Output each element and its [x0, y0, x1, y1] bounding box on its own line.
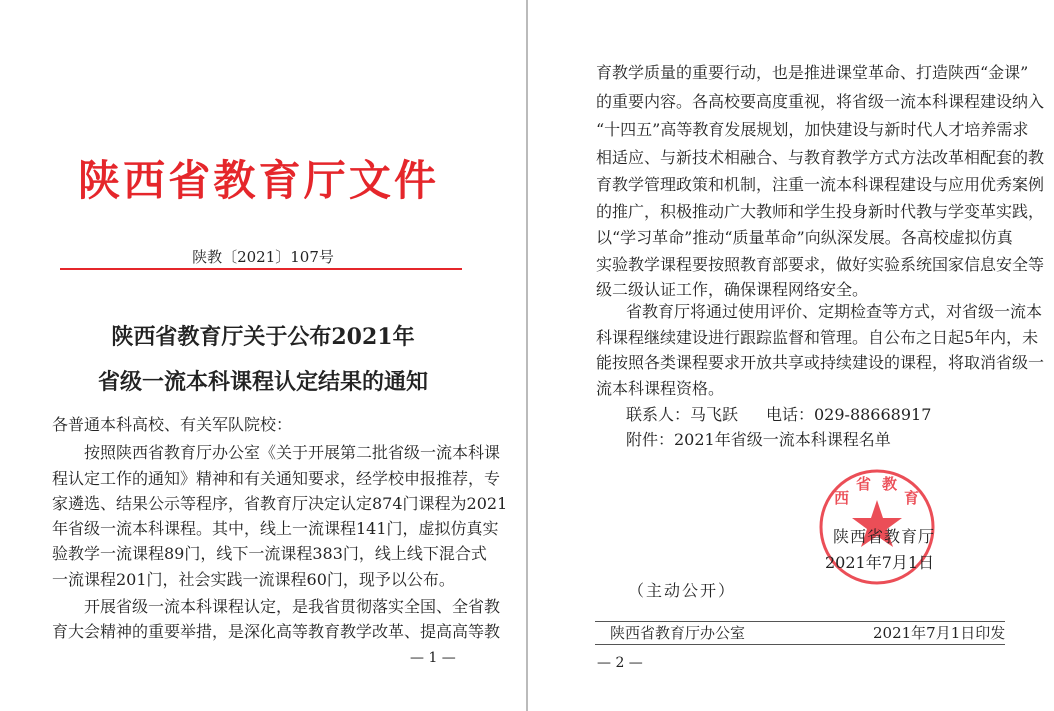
- body-line: 家遴选、结果公示等程序，省教育厅决定认定874门课程为2021: [52, 494, 508, 513]
- body-line: 验教学一流课程89门，线下一流课程383门，线上线下混合式: [52, 544, 487, 563]
- page-number: — 2 —: [597, 655, 643, 671]
- body-line: 开展省级一流本科课程认定，是我省贯彻落实全国、全省教: [84, 597, 501, 616]
- body-line: 科课程继续建设进行跟踪监督和管理。自公布之日起5年内，未: [596, 328, 1039, 347]
- notice-title-line-2: 省级一流本科课程认定结果的通知: [97, 369, 428, 395]
- body-line: 相适应、与新技术相融合、与教育教学方式方法改革相配套的教: [596, 148, 1045, 167]
- body-line: 育大会精神的重要举措，是深化高等教育教学改革、提高高等教: [52, 622, 501, 641]
- body-line: 以“学习革命”推动“质量革命”向纵深发展。各高校虚拟仿真: [596, 228, 1013, 247]
- signature: 陕西省教育厅: [833, 527, 936, 546]
- body-line: 级二级认证工作，确保课程网络安全。: [596, 280, 869, 299]
- body-line: 的推广，积极推动广大教师和学生投身新时代教与学变革实践，: [596, 202, 1045, 221]
- footer-rule-bottom: [595, 644, 1005, 645]
- body-line: 流本科课程资格。: [596, 379, 725, 398]
- body-line: 程认定工作的通知》精神和有关通知要求，经学校申报推荐，专: [52, 469, 501, 488]
- official-seal: 西 省 教 育: [818, 468, 936, 586]
- body-line: 育教学管理政策和机制，注重一流本科课程建设与应用优秀案例: [596, 175, 1045, 194]
- page-1: [0, 0, 526, 711]
- page-number: — 1 —: [410, 650, 456, 666]
- disclosure-label: （主动公开）: [628, 581, 737, 600]
- body-line: 年省级一流本科课程。其中，线上一流课程141门，虚拟仿真实: [52, 519, 499, 538]
- attachment-line: 附件：2021年省级一流本科课程名单: [626, 430, 891, 449]
- contact-person: 联系人：马飞跃: [626, 405, 739, 424]
- body-line: 按照陕西省教育厅办公室《关于开展第二批省级一流本科课: [84, 443, 501, 462]
- document-header-title: 陕西省教育厅文件: [78, 156, 438, 205]
- body-line: 一流课程201门，社会实践一流课程60门，现予以公布。: [52, 570, 455, 589]
- signature-date: 2021年7月1日: [825, 553, 935, 572]
- footer-rule-top: [595, 621, 1005, 622]
- body-line: 实验教学课程要按照教育部要求，做好实验系统国家信息安全等: [596, 255, 1045, 274]
- footer-date: 2021年7月1日印发: [873, 624, 1006, 642]
- body-line: 的重要内容。各高校要高度重视，将省级一流本科课程建设纳入: [596, 92, 1045, 111]
- body-line: 育教学质量的重要行动，也是推进课堂革命、打造陕西“金课”: [596, 63, 1029, 82]
- body-line: “十四五”高等教育发展规划，加快建设与新时代人才培养需求: [596, 120, 1029, 139]
- contact-phone: 电话：029-88668917: [766, 405, 932, 424]
- document-number: 陕教〔2021〕107号: [192, 248, 334, 266]
- body-line: 省教育厅将通过使用评价、定期检查等方式，对省级一流本: [626, 302, 1043, 321]
- body-line: 能按照各类课程要求开放共享或持续建设的课程，将取消省级一: [596, 353, 1045, 372]
- red-divider: [60, 268, 462, 270]
- notice-title-line-1: 陕西省教育厅关于公布2021年: [111, 324, 415, 350]
- salutation: 各普通本科高校、有关军队院校：: [52, 415, 293, 434]
- footer-issuer: 陕西省教育厅办公室: [610, 624, 746, 642]
